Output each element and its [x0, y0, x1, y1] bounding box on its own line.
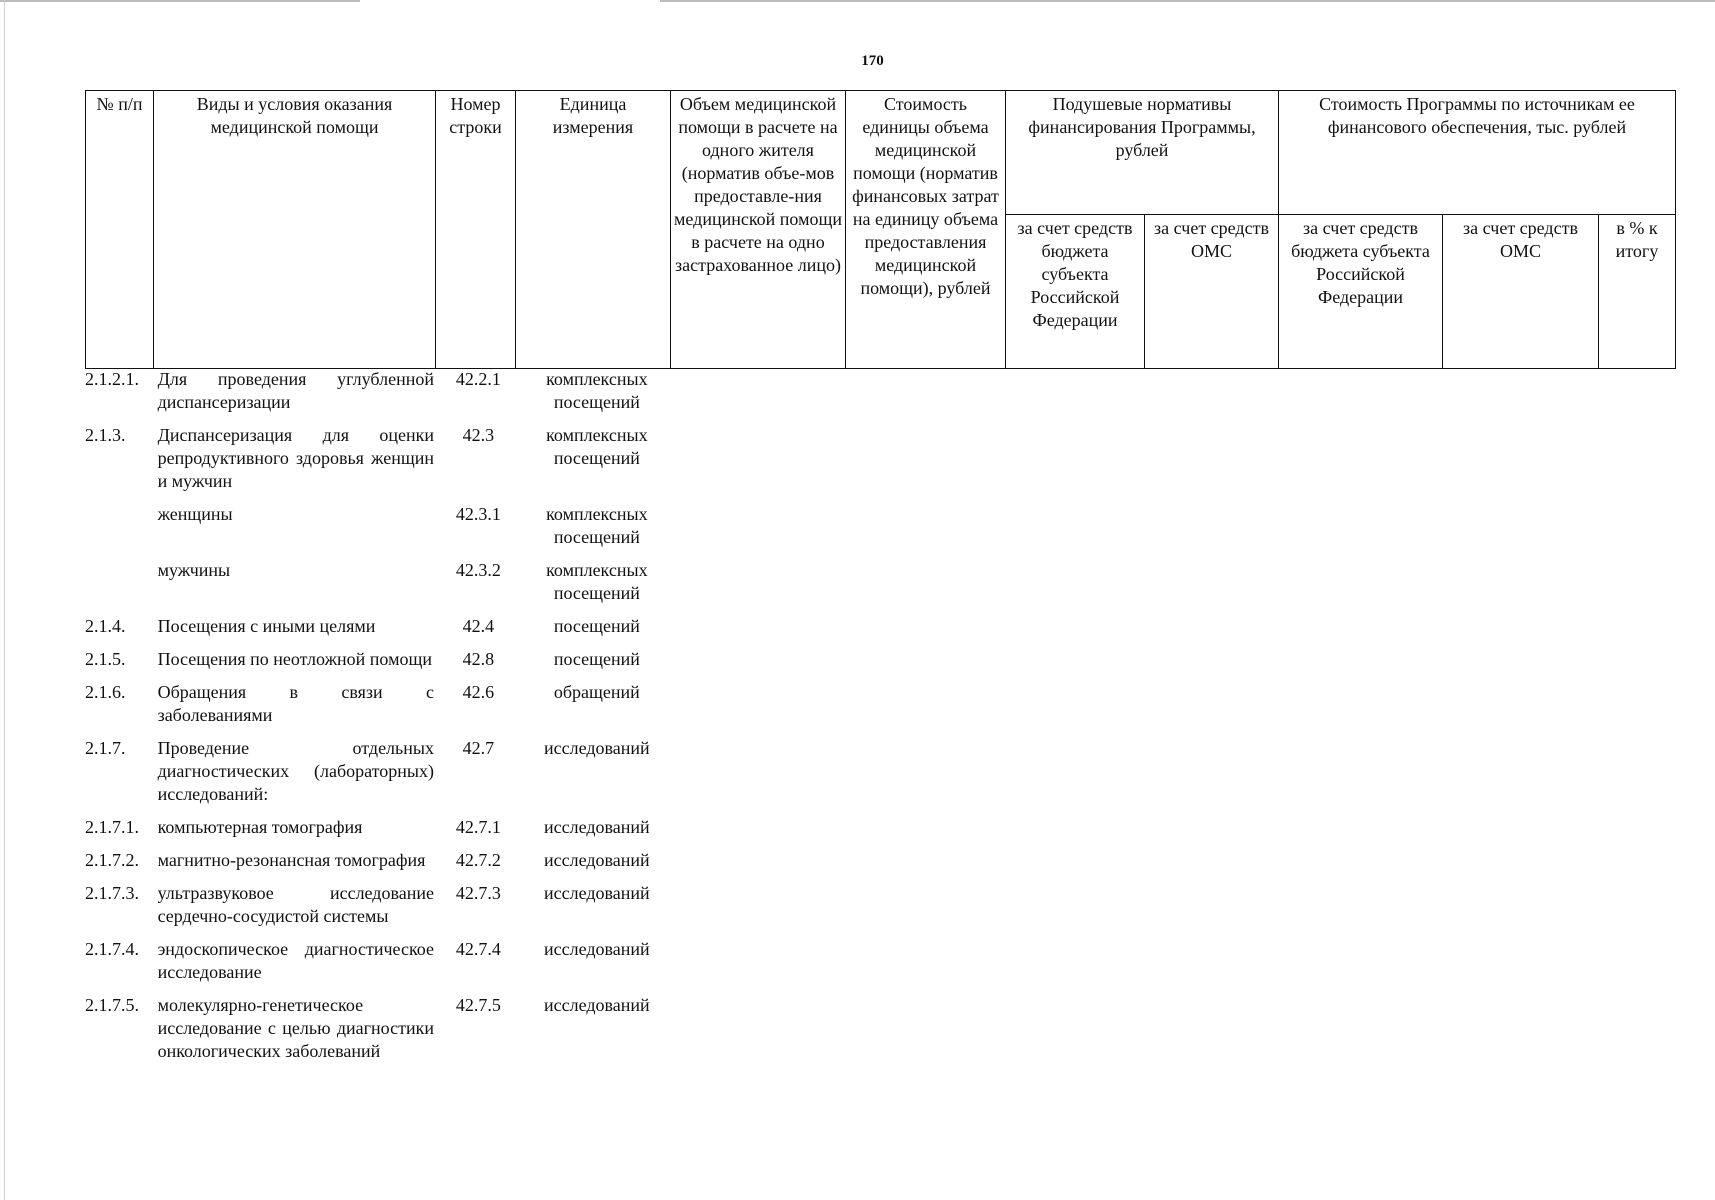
- header-volume: Объем медицинской помощи в расчете на одного жителя (норматив объе-мов предоставле-ния медицинской помощи в расчете на одно застрахованное лицо): [671, 91, 846, 369]
- row-name: Посещения с иными целями: [157, 616, 376, 636]
- header-unit-cost: Стоимость единицы объема медицинской помощи (норматив финансовых затрат на единицу объема предоставления медицинской помощи), рублей: [846, 91, 1006, 369]
- table-row: [85, 849, 675, 882]
- row-name: компьютерная томография: [157, 817, 363, 837]
- row-line-number: 42.7.1: [455, 817, 501, 837]
- row-line-number: 42.3.2: [455, 560, 501, 580]
- table-row: [85, 368, 675, 424]
- row-number: 2.1.7.: [85, 738, 126, 758]
- row-number: 2.1.7.1.: [85, 817, 139, 837]
- table-row: [85, 424, 675, 503]
- row-unit: исследований: [544, 883, 650, 903]
- row-number: 2.1.5.: [85, 649, 126, 669]
- header-types: Виды и условия оказания медицинской помощи: [154, 91, 436, 369]
- row-name: мужчины: [157, 560, 231, 580]
- row-unit: посещений: [553, 616, 640, 636]
- header-program-oms: за счет средств ОМС: [1443, 215, 1599, 369]
- row-line-number: 42.6: [462, 682, 495, 702]
- row-line-number: 42.7.3: [455, 883, 501, 903]
- row-line-number: 42.2.1: [455, 369, 501, 389]
- row-line-number: 42.7.2: [455, 850, 501, 870]
- row-number: [85, 503, 154, 559]
- table-row: [85, 816, 675, 849]
- row-line-number: 42.7: [462, 738, 495, 758]
- table-body: [85, 368, 675, 1073]
- page-number: 170: [861, 53, 884, 69]
- row-unit: комплексных посещений: [546, 560, 648, 603]
- table-row: [85, 648, 675, 681]
- row-unit: комплексных посещений: [546, 425, 648, 468]
- row-line-number: 42.3.1: [455, 504, 501, 524]
- row-number: 2.1.2.1.: [85, 369, 139, 389]
- row-unit: исследований: [544, 817, 650, 837]
- row-name: молекулярно-генетическое исследование с целью диагностики онкологических заболеваний: [157, 995, 434, 1061]
- row-number: 2.1.7.4.: [85, 939, 139, 959]
- row-name: Для проведения углубленной диспансеризации: [157, 369, 434, 412]
- table-row: [85, 615, 675, 648]
- row-line-number: 42.4: [462, 616, 495, 636]
- row-name: Диспансеризация для оценки репродуктивного здоровья женщин и мужчин: [157, 425, 434, 491]
- row-unit: исследований: [544, 995, 650, 1015]
- row-name: женщины: [157, 504, 233, 524]
- row-line-number: 42.7.4: [455, 939, 501, 959]
- header-unit: Единица измерения: [516, 91, 671, 369]
- row-name: ультразвуковое исследование сердечно-сосудистой системы: [157, 883, 434, 926]
- row-number: 2.1.7.5.: [85, 995, 139, 1015]
- table-row: [85, 938, 675, 994]
- row-name: эндоскопическое диагностическое исследование: [157, 939, 434, 982]
- table-row: [85, 994, 675, 1073]
- row-name: Проведение отдельных диагностических (лабораторных) исследований:: [157, 738, 434, 804]
- row-line-number: 42.3: [462, 425, 495, 445]
- table-row: [85, 503, 675, 559]
- table-row: [85, 681, 675, 737]
- table-row: [85, 737, 675, 816]
- row-number: 2.1.4.: [85, 616, 126, 636]
- row-unit: комплексных посещений: [546, 369, 648, 412]
- row-number: 2.1.6.: [85, 682, 126, 702]
- row-unit: обращений: [553, 682, 640, 702]
- row-name: магнитно-резонансная томография: [157, 850, 426, 870]
- header-program-cost: Стоимость Программы по источникам ее финансового обеспечения, тыс. рублей: [1279, 91, 1676, 215]
- row-line-number: 42.7.5: [455, 995, 501, 1015]
- header-per-capita-budget: за счет средств бюджета субъекта Российской Федерации: [1006, 215, 1145, 369]
- row-unit: комплексных посещений: [546, 504, 648, 547]
- header-per-capita-oms: за счет средств ОМС: [1145, 215, 1279, 369]
- row-number: [85, 559, 154, 615]
- scan-top-edge: [0, 0, 1715, 2]
- scan-left-edge: [4, 0, 5, 1200]
- row-unit: исследований: [544, 738, 650, 758]
- header-program-percent: в % к итогу: [1599, 215, 1676, 369]
- table-header: [85, 90, 1676, 369]
- row-name: Посещения по неотложной помощи: [157, 649, 432, 669]
- row-unit: исследований: [544, 850, 650, 870]
- header-num: № п/п: [86, 91, 154, 369]
- header-program-budget: за счет средств бюджета субъекта Российской Федерации: [1279, 215, 1443, 369]
- row-unit: посещений: [553, 649, 640, 669]
- row-number: 2.1.3.: [85, 425, 126, 445]
- row-number: 2.1.7.3.: [85, 883, 139, 903]
- header-line-number: Номер строки: [436, 91, 516, 369]
- row-number: 2.1.7.2.: [85, 850, 139, 870]
- table-row: [85, 882, 675, 938]
- row-line-number: 42.8: [462, 649, 495, 669]
- row-name: Обращения в связи с заболеваниями: [157, 682, 434, 725]
- header-per-capita: Подушевые нормативы финансирования Программы, рублей: [1006, 91, 1279, 215]
- table-row: [85, 559, 675, 615]
- row-unit: исследований: [544, 939, 650, 959]
